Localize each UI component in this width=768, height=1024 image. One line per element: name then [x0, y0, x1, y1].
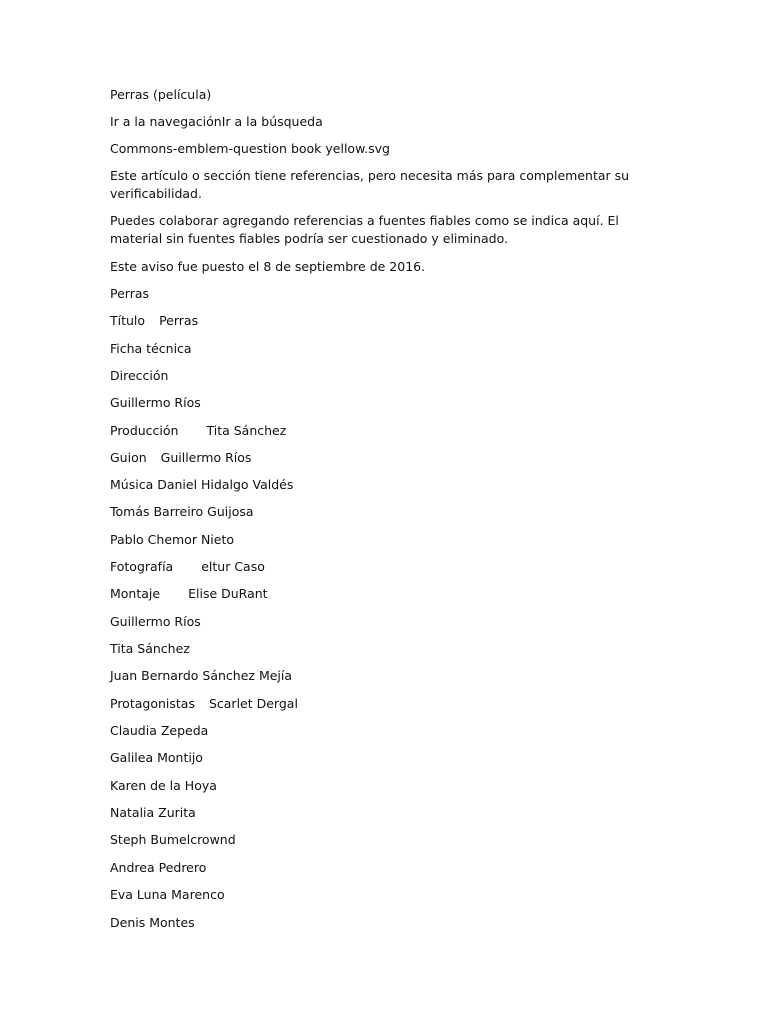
montaje-label: Montaje: [110, 586, 161, 601]
protagonista-value: Andrea Pedrero: [110, 860, 207, 875]
ficha-tecnica-heading: Ficha técnica: [110, 341, 192, 356]
musica-value: Daniel Hidalgo Valdés: [157, 477, 294, 492]
row-montaje: [110, 585, 268, 603]
fotografia-value: eltur Caso: [201, 559, 265, 574]
protagonista-value: Denis Montes: [110, 915, 195, 930]
montaje-value: Tita Sánchez: [110, 641, 190, 656]
row-titulo: [110, 312, 198, 330]
guion-value: Guillermo Ríos: [160, 450, 252, 465]
titulo-value: Perras: [159, 313, 199, 328]
direccion-label: Dirección: [110, 368, 169, 383]
protagonista-value: Natalia Zurita: [110, 805, 196, 820]
page-title: Perras (película): [110, 87, 212, 102]
protagonista-value: Eva Luna Marenco: [110, 887, 225, 902]
protagonista-value: Galilea Montijo: [110, 750, 203, 765]
row-fotografia: [110, 558, 265, 576]
image-filename: Commons-emblem-question book yellow.svg: [110, 141, 390, 156]
guion-label: Guion: [110, 450, 147, 465]
montaje-value: Guillermo Ríos: [110, 614, 201, 629]
musica-value: Pablo Chemor Nieto: [110, 532, 235, 547]
protagonistas-label: Protagonistas: [110, 696, 195, 711]
fotografia-label: Fotografía: [110, 559, 174, 574]
titulo-label: Título: [110, 313, 146, 328]
protagonista-value: Steph Bumelcrownd: [110, 832, 236, 847]
protagonista-value: Claudia Zepeda: [110, 723, 209, 738]
montaje-value: Elise DuRant: [188, 586, 268, 601]
musica-label: Música: [110, 477, 154, 492]
notice-references: Este artículo o sección tiene referencias, pero necesita más para complementar su verificabilidad.: [110, 168, 630, 201]
montaje-value: Juan Bernardo Sánchez Mejía: [110, 668, 293, 683]
row-protagonistas: [110, 695, 298, 713]
direccion-value: Guillermo Ríos: [110, 395, 201, 410]
infobox-name: Perras: [110, 286, 150, 301]
protagonista-value: Scarlet Dergal: [208, 696, 298, 711]
protagonista-value: Karen de la Hoya: [110, 778, 217, 793]
produccion-value: Tita Sánchez: [206, 423, 287, 438]
produccion-label: Producción: [110, 423, 179, 438]
notice-date: Este aviso fue puesto el 8 de septiembre de 2016.: [110, 259, 426, 274]
musica-value: Tomás Barreiro Guijosa: [110, 504, 254, 519]
navigation-links: Ir a la navegaciónIr a la búsqueda: [110, 114, 323, 129]
row-guion: [110, 449, 251, 467]
notice-collaborate: Puedes colaborar agregando referencias a fuentes fiables como se indica aquí. El material sin fuentes fiables podría ser cuestionado y eliminado.: [110, 213, 619, 246]
row-musica: [110, 476, 293, 494]
row-produccion: [110, 422, 286, 440]
